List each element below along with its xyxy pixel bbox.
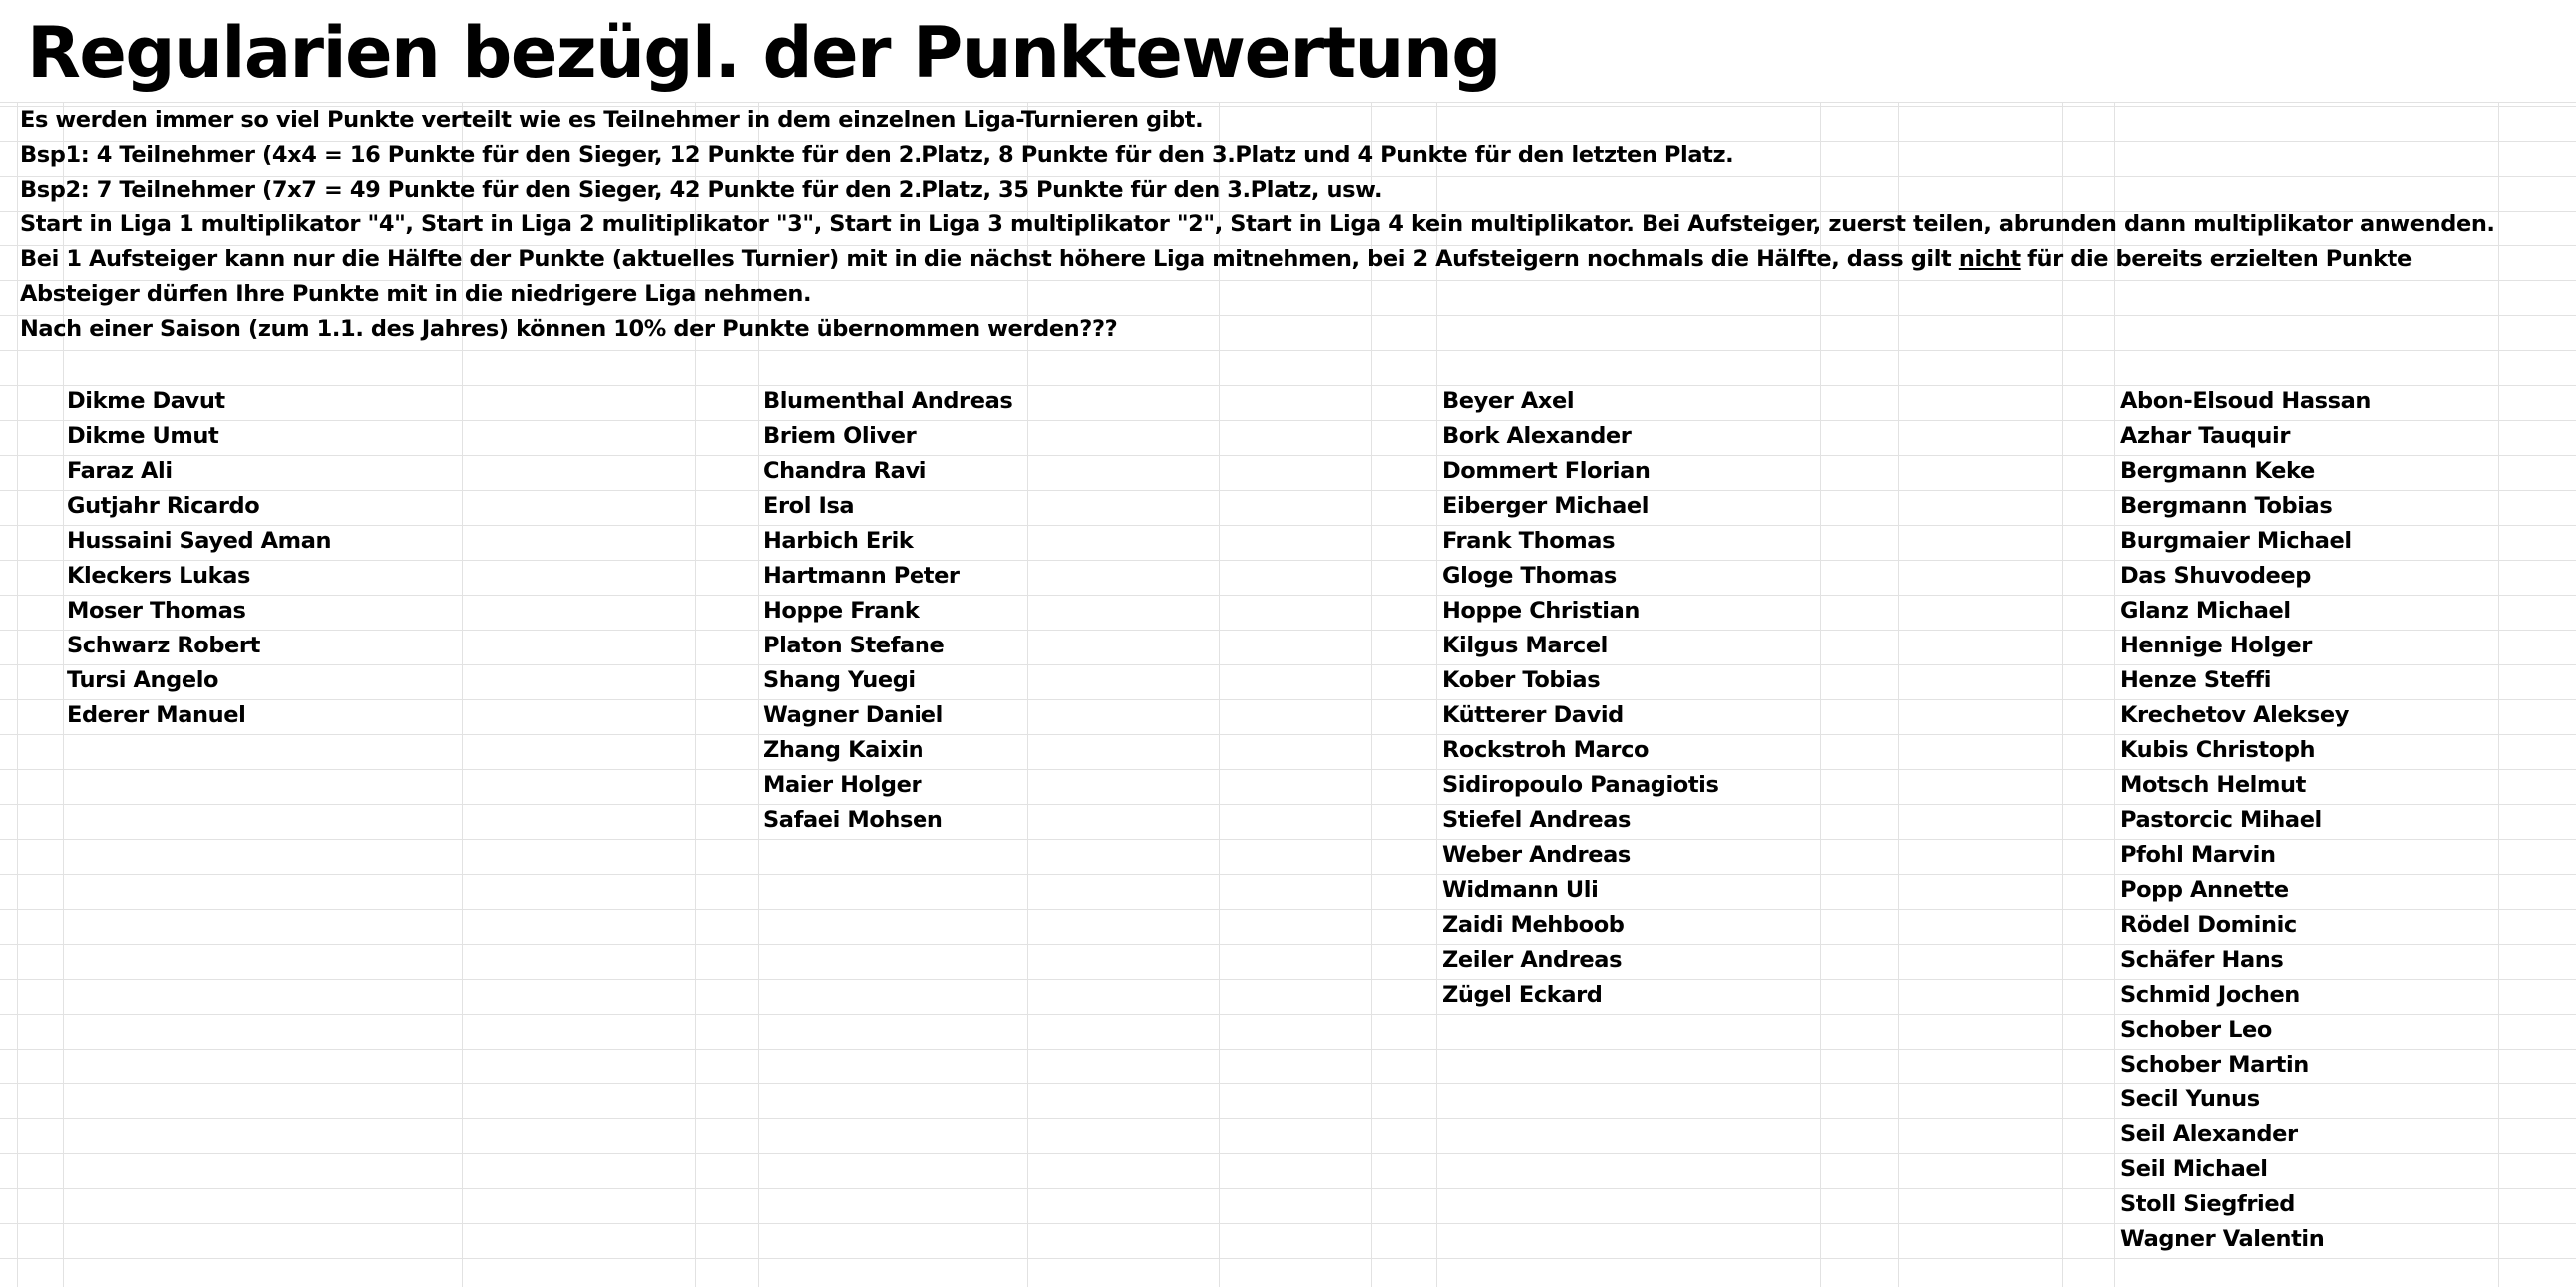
player-name: Gutjahr Ricardo: [67, 493, 260, 519]
player-name: Kilgus Marcel: [1442, 633, 1608, 658]
player-name: Motsch Helmut: [2120, 772, 2307, 798]
player-name: Zhang Kaixin: [763, 737, 924, 763]
player-name: Weber Andreas: [1442, 842, 1631, 868]
player-name: Pfohl Marvin: [2120, 842, 2276, 868]
player-name: Sidiropoulo Panagiotis: [1442, 772, 1719, 798]
player-name: Hennige Holger: [2120, 633, 2312, 658]
player-name: Kütterer David: [1442, 702, 1624, 728]
rule-2: Bsp1: 4 Teilnehmer (4x4 = 16 Punkte für den Sieger, 12 Punkte für den 2.Platz, 8 Punkte für den 3.Platz und 4 Punkte für den letzten Platz.: [20, 142, 1734, 168]
player-name: Wagner Valentin: [2120, 1226, 2325, 1252]
league-1-list: [67, 384, 331, 733]
player-name: Henze Steffi: [2120, 667, 2272, 693]
player-name: Hoppe Frank: [763, 598, 920, 624]
player-name: Dikme Davut: [67, 388, 225, 414]
player-name: Burgmaier Michael: [2120, 528, 2352, 554]
player-name: Schäfer Hans: [2120, 947, 2284, 973]
player-name: Dommert Florian: [1442, 458, 1651, 484]
player-name: Zaidi Mehboob: [1442, 912, 1625, 938]
player-name: Tursi Angelo: [67, 667, 219, 693]
player-name: Hussaini Sayed Aman: [67, 528, 332, 554]
player-name: Erol Isa: [763, 493, 855, 519]
player-name: Azhar Tauquir: [2120, 423, 2291, 449]
rule-5-part-1: Bei 1 Aufsteiger kann nur die Hälfte der Punkte (aktuelles Turnier) mit in die nächst höhere Liga mitnehmen, bei 2 Aufsteigern nochmals die Hälfte, dass gilt: [20, 246, 1959, 272]
rule-3: Bsp2: 7 Teilnehmer (7x7 = 49 Punkte für den Sieger, 42 Punkte für den 2.Platz, 35 Punkte für den 3.Platz, usw.: [20, 177, 1383, 203]
player-name: Faraz Ali: [67, 458, 173, 484]
player-name: Frank Thomas: [1442, 528, 1616, 554]
player-name: Zeiler Andreas: [1442, 947, 1623, 973]
player-name: Rockstroh Marco: [1442, 737, 1650, 763]
league-4-list: [2120, 384, 2371, 1257]
player-name: Moser Thomas: [67, 598, 246, 624]
player-name: Kleckers Lukas: [67, 563, 250, 589]
player-name: Eiberger Michael: [1442, 493, 1650, 519]
player-name: Secil Yunus: [2120, 1086, 2260, 1112]
player-name: Blumenthal Andreas: [763, 388, 1013, 414]
player-name: Abon-Elsoud Hassan: [2120, 388, 2372, 414]
player-name: Widmann Uli: [1442, 877, 1599, 903]
rule-5: [20, 242, 2412, 276]
player-name: Bergmann Tobias: [2120, 493, 2333, 519]
player-name: Hoppe Christian: [1442, 598, 1640, 624]
rule-1: Es werden immer so viel Punkte verteilt wie es Teilnehmer in dem einzelnen Liga-Turnieren gibt.: [20, 107, 1204, 133]
player-name: Bork Alexander: [1442, 423, 1632, 449]
player-name: Chandra Ravi: [763, 458, 927, 484]
player-name: Das Shuvodeep: [2120, 563, 2311, 589]
player-name: Pastorcic Mihael: [2120, 807, 2322, 833]
league-2-list: [763, 384, 1012, 838]
rule-5-underlined: nicht: [1958, 246, 2021, 272]
player-name: Maier Holger: [763, 772, 922, 798]
player-name: Shang Yuegi: [763, 667, 916, 693]
player-name: Zügel Eckard: [1442, 982, 1603, 1008]
player-name: Popp Annette: [2120, 877, 2289, 903]
player-name: Ederer Manuel: [67, 702, 246, 728]
rule-7: Nach einer Saison (zum 1.1. des Jahres) können 10% der Punkte übernommen werden???: [20, 316, 1118, 342]
player-name: Krechetov Aleksey: [2120, 702, 2349, 728]
player-name: Kober Tobias: [1442, 667, 1601, 693]
player-name: Schwarz Robert: [67, 633, 260, 658]
player-name: Dikme Umut: [67, 423, 219, 449]
player-name: Stiefel Andreas: [1442, 807, 1631, 833]
player-name: Seil Michael: [2120, 1156, 2268, 1182]
player-name: Schmid Jochen: [2120, 982, 2300, 1008]
player-name: Schober Martin: [2120, 1052, 2309, 1077]
rule-5-part-2: für die bereits erzielten Punkte: [2020, 246, 2412, 272]
page-title: Regularien bezügl. der Punktewertung: [27, 12, 1500, 94]
player-name: Gloge Thomas: [1442, 563, 1617, 589]
player-name: Harbich Erik: [763, 528, 914, 554]
league-3-list: [1442, 384, 1718, 1013]
player-name: Bergmann Keke: [2120, 458, 2315, 484]
player-name: Wagner Daniel: [763, 702, 943, 728]
player-name: Stoll Siegfried: [2120, 1191, 2295, 1217]
player-name: Platon Stefane: [763, 633, 945, 658]
player-name: Seil Alexander: [2120, 1121, 2298, 1147]
rule-6: Absteiger dürfen Ihre Punkte mit in die niedrigere Liga nehmen.: [20, 281, 812, 307]
player-name: Briem Oliver: [763, 423, 917, 449]
player-name: Glanz Michael: [2120, 598, 2291, 624]
player-name: Rödel Dominic: [2120, 912, 2297, 938]
player-name: Kubis Christoph: [2120, 737, 2316, 763]
rule-4: Start in Liga 1 multiplikator "4", Start in Liga 2 mulitiplikator "3", Start in Liga 3 multiplikator "2", Start in Liga 4 kein multiplikator. Bei Aufsteiger, zuerst teilen, abrunden dann multiplikator anwenden.: [20, 212, 2495, 237]
player-name: Beyer Axel: [1442, 388, 1575, 414]
player-name: Hartmann Peter: [763, 563, 960, 589]
player-name: Safaei Mohsen: [763, 807, 943, 833]
player-name: Schober Leo: [2120, 1017, 2272, 1043]
